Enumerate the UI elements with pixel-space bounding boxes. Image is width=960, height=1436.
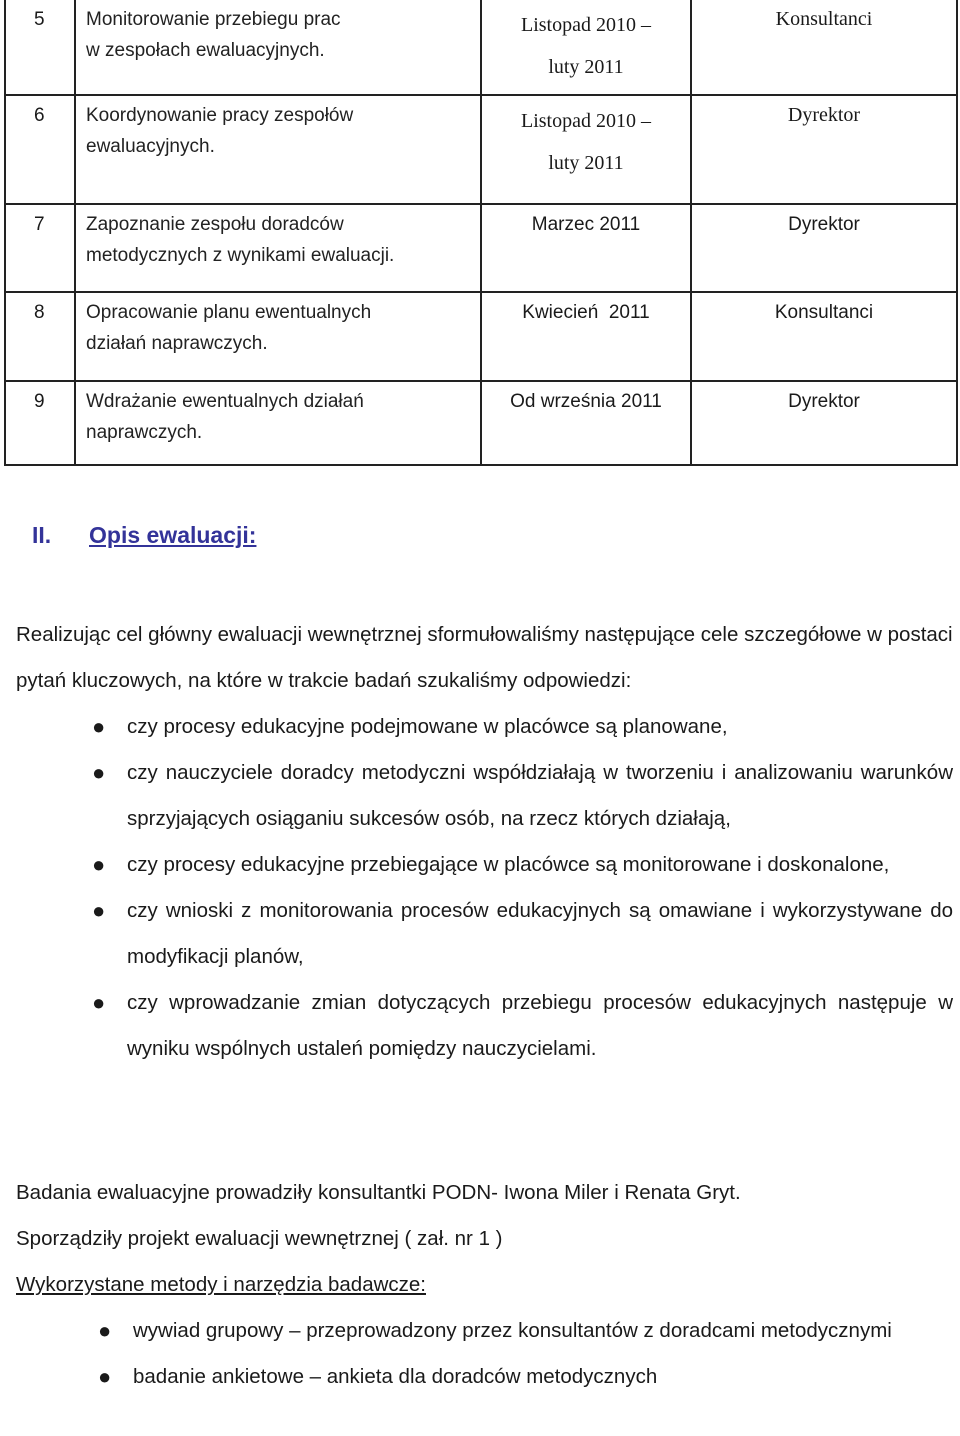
list-item [98,1354,953,1400]
task-line: naprawczych. [86,422,203,443]
task-cell [75,95,481,204]
date-line: Listopad 2010 – [521,110,651,132]
responsible-cell: Dyrektor [691,95,957,204]
task-line: metodycznych z wynikami ewaluacji. [86,245,395,266]
date-line: luty 2011 [548,56,624,78]
list-item [92,842,953,888]
task-line: Monitorowanie przebiegu prac [86,9,341,30]
section-title: Opis ewaluacji: [89,522,257,548]
section-number: II. [32,522,52,548]
date-line: Marzec 2011 [531,214,641,235]
responsible-cell: Konsultanci [691,0,957,95]
table-row [5,292,957,381]
table-row [5,0,957,95]
list-item-text: czy wnioski z monitorowania procesów edukacyjnych są omawiane i wykorzystywane do modyfikacji planów, [127,899,953,968]
row-number: 5 [5,0,75,95]
task-cell [75,292,481,381]
bullet-icon: ● [92,990,106,1015]
date-line: luty 2011 [548,152,624,174]
project-line: Sporządziły projekt ewaluacji wewnętrznej ( zał. nr 1 ) [16,1227,503,1250]
task-line: Zapoznanie zespołu doradców [86,214,344,235]
list-item-text: wywiad grupowy – przeprowadzony przez konsultantów z doradcami metodycznymi [133,1319,892,1342]
credit-line: Badania ewaluacyjne prowadziły konsultantki PODN- Iwona Miler i Renata Gryt. [16,1181,741,1204]
list-item [92,888,953,980]
task-line: działań naprawczych. [86,333,268,354]
key-questions-list [92,704,953,1072]
table-row [5,204,957,292]
list-item-text: czy wprowadzanie zmian dotyczących przebiegu procesów edukacyjnych następuje w wyniku wspólnych ustaleń pomiędzy nauczycielami. [127,991,953,1060]
schedule-table [4,0,958,466]
methods-list [98,1308,953,1400]
date-cell [481,95,691,204]
list-item [92,980,953,1072]
date-cell [481,0,691,95]
intro-paragraph: Realizując cel główny ewaluacji wewnętrznej sformułowaliśmy następujące cele szczegółowe w postaci pytań kluczowych, na które w trakcie badań szukaliśmy odpowiedzi: [16,623,953,692]
task-line: Opracowanie planu ewentualnych [86,302,372,323]
bullet-icon: ● [98,1318,112,1343]
bullet-icon: ● [98,1364,112,1389]
date-cell [481,204,691,292]
bullet-icon: ● [92,760,106,785]
bullet-icon: ● [92,714,106,739]
task-cell [75,204,481,292]
section-heading [32,522,257,549]
responsible-cell: Dyrektor [691,381,957,465]
task-line: w zespołach ewaluacyjnych. [86,40,325,61]
date-line: Listopad 2010 – [521,14,651,36]
task-line: Wdrażanie ewentualnych działań [86,391,364,412]
task-line: Koordynowanie pracy zespołów [86,105,354,126]
row-number: 7 [5,204,75,292]
table-row [5,381,957,465]
date-cell [481,381,691,465]
responsible-cell: Konsultanci [691,292,957,381]
list-item [92,704,953,750]
list-item-text: czy procesy edukacyjne przebiegające w placówce są monitorowane i doskonalone, [127,853,890,876]
list-item-text: czy nauczyciele doradcy metodyczni współdziałają w tworzeniu i analizowaniu warunków sprzyjających osiąganiu sukcesów osób, na rzecz których działają, [127,761,953,830]
row-number: 6 [5,95,75,204]
list-item-text: czy procesy edukacyjne podejmowane w placówce są planowane, [127,715,728,738]
row-number: 9 [5,381,75,465]
list-item [92,750,953,842]
responsible-cell: Dyrektor [691,204,957,292]
task-line: ewaluacyjnych. [86,136,215,157]
list-item-text: badanie ankietowe – ankieta dla doradców metodycznych [133,1365,658,1388]
date-line: Od września 2011 [510,391,662,412]
task-cell [75,381,481,465]
task-cell [75,0,481,95]
methods-heading: Wykorzystane metody i narzędzia badawcze: [16,1273,426,1296]
table-row [5,95,957,204]
row-number: 8 [5,292,75,381]
bullet-icon: ● [92,898,106,923]
date-line: Kwiecień 2011 [522,302,650,323]
list-item [98,1308,953,1354]
date-cell [481,292,691,381]
bullet-icon: ● [92,852,106,877]
